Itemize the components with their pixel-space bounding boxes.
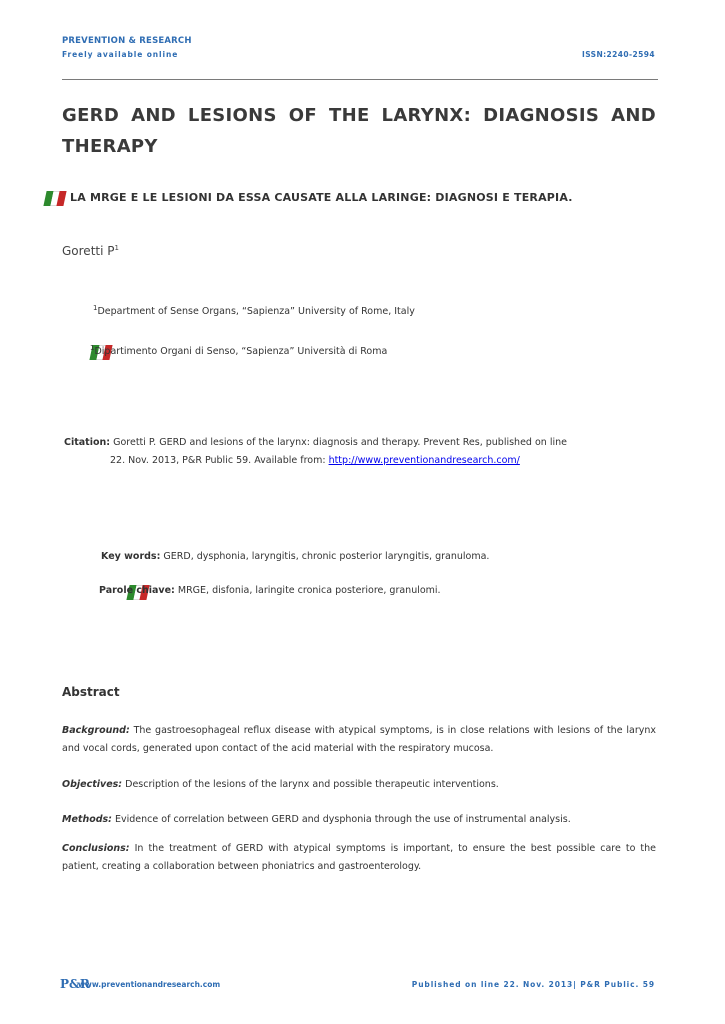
abstract-heading: Abstract	[62, 685, 120, 699]
author-name: Goretti P	[62, 244, 115, 258]
keywords	[101, 551, 489, 562]
affiliation-en	[93, 303, 415, 317]
affiliation-it-sup: 1	[90, 343, 95, 352]
parole-chiave-label: Parole chiave:	[99, 585, 175, 596]
keywords-text: GERD, dysphonia, laryngitis, chronic posterior laryngitis, granuloma.	[163, 551, 490, 562]
background-label: Background:	[62, 725, 130, 736]
author-sup: 1	[114, 244, 119, 252]
objectives-label: Objectives:	[62, 779, 123, 790]
citation	[64, 434, 624, 470]
abstract-background	[62, 722, 656, 758]
citation-link[interactable]: http://www.preventionandresearch.com/	[328, 455, 520, 466]
conclusions-text: In the treatment of GERD with atypical symptoms is important, to ensure the best possible care to the patient, creating a collaboration between phoniatrics and gastroenterology.	[62, 843, 656, 872]
methods-text: Evidence of correlation between GERD and dysphonia through the use of instrumental analysis.	[115, 814, 571, 825]
footer-published: Published on line 22. Nov. 2013| P&R Public. 59	[411, 980, 655, 989]
abstract-methods	[62, 811, 656, 829]
background-text: The gastroesophageal reflux disease with atypical symptoms, is in close relations with lesions of the larynx and vocal cords, generated upon contact of the acid material with the respiratory mucosa.	[62, 725, 656, 754]
footer-logo: P&R	[60, 977, 90, 991]
author	[62, 244, 119, 258]
citation-line2-wrap	[64, 452, 624, 470]
abstract-conclusions	[62, 840, 656, 876]
conclusions-label: Conclusions:	[62, 843, 130, 854]
italian-title: LA MRGE E LE LESIONI DA ESSA CAUSATE ALLA LARINGE: DIAGNOSI E TERAPIA.	[70, 191, 573, 204]
citation-line1: Goretti P. GERD and lesions of the larynx: diagnosis and therapy. Prevent Res, published on line	[113, 437, 567, 448]
header-divider	[62, 79, 658, 80]
parole-chiave	[99, 585, 441, 596]
affiliation-en-text: Department of Sense Organs, “Sapienza” University of Rome, Italy	[97, 306, 415, 317]
footer-url[interactable]: www.preventionandresearch.com	[78, 980, 221, 989]
issn: ISSN:2240-2594	[582, 50, 655, 59]
italian-flag-icon	[44, 191, 66, 206]
affiliation-it	[90, 343, 388, 357]
abstract-objectives	[62, 776, 656, 794]
article-title: GERD AND LESIONS OF THE LARYNX: DIAGNOSIS AND THERAPY	[62, 105, 656, 157]
methods-label: Methods:	[62, 814, 112, 825]
tagline: Freely available online	[62, 50, 179, 59]
citation-label: Citation:	[64, 437, 111, 448]
parole-chiave-text: MRGE, disfonia, laringite cronica posteriore, granulomi.	[177, 585, 441, 596]
objectives-text: Description of the lesions of the larynx and possible therapeutic interventions.	[125, 779, 499, 790]
affiliation-en-sup: 1	[93, 303, 98, 312]
citation-line2: 22. Nov. 2013, P&R Public 59. Available from:	[110, 455, 329, 466]
affiliation-it-text: Dipartimento Organi di Senso, “Sapienza” Università di Roma	[94, 346, 388, 357]
keywords-label: Key words:	[101, 551, 161, 562]
journal-logo: PREVENTION & RESEARCH	[62, 36, 192, 46]
